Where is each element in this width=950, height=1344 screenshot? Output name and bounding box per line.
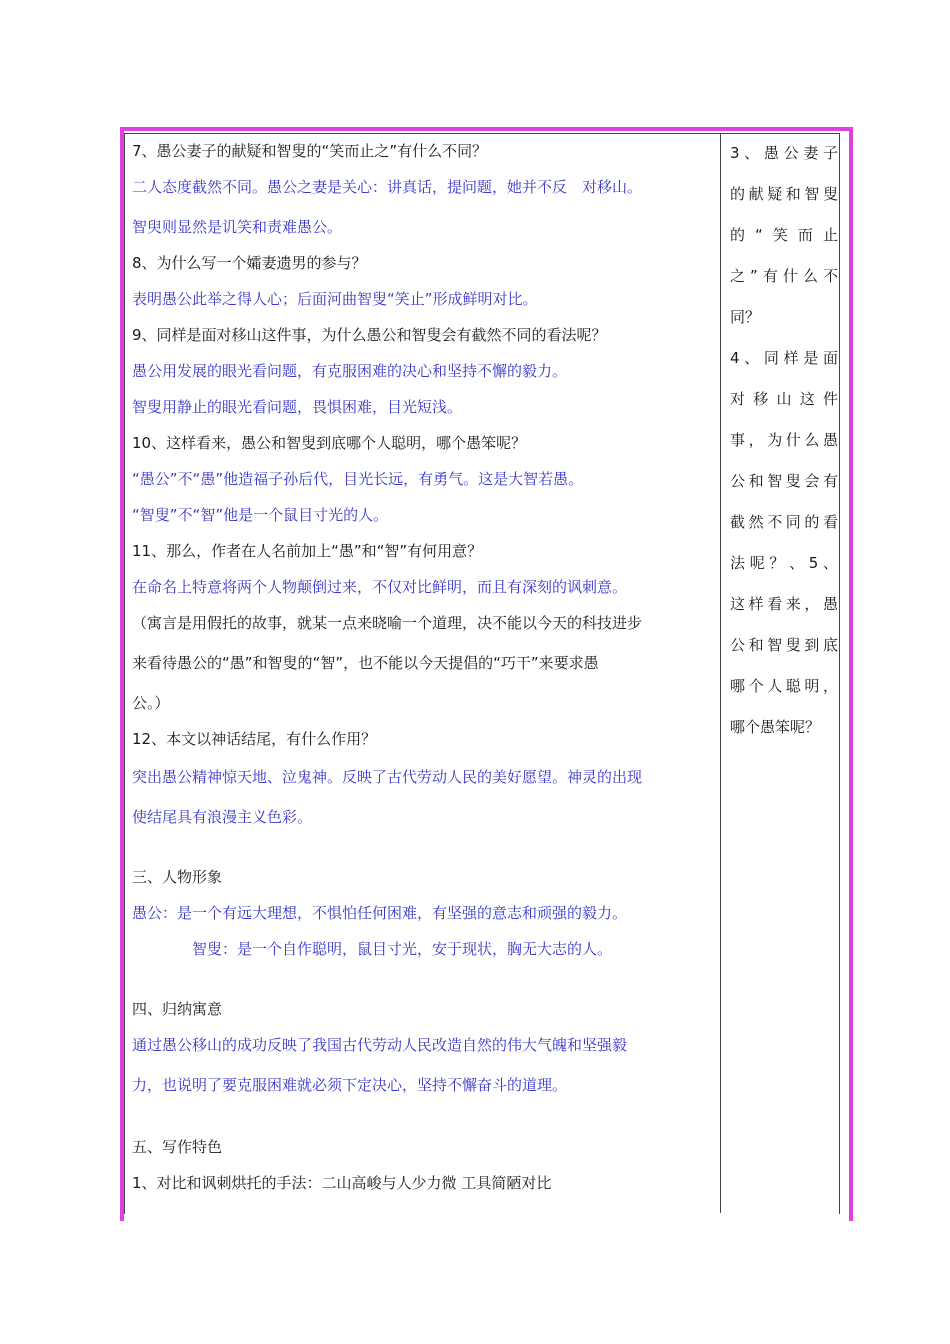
side-line: 这样看来，愚 — [730, 595, 838, 613]
side-line: 事，为什么愚 — [730, 431, 838, 449]
side-line: 4、同样是面 — [730, 349, 838, 367]
main-line: 12、本文以神话结尾，有什么作用？ — [132, 730, 377, 748]
side-line: 的献疑和智叟 — [730, 185, 838, 203]
main-line: “智叟”不“智”他是一个鼠目寸光的人。 — [132, 506, 389, 524]
main-line: 力，也说明了要克服困难就必须下定决心，坚持不懈奋斗的道理。 — [132, 1076, 568, 1094]
main-line: 10、这样看来，愚公和智叟到底哪个人聪明，哪个愚笨呢？ — [132, 434, 527, 452]
main-line: 二人态度截然不同。愚公之妻是关心：讲真话，提问题，她并不反 对移山。 — [132, 178, 643, 196]
main-line: 突出愚公精神惊天地、泣鬼神。反映了古代劳动人民的美好愿望。神灵的出现 — [132, 768, 643, 786]
main-line: 通过愚公移山的成功反映了我国古代劳动人民改造自然的伟大气魄和坚强毅 — [132, 1036, 628, 1054]
side-line: 对移山这件 — [730, 390, 838, 408]
main-line: 1、对比和讽刺烘托的手法：二山高峻与人少力微 工具简陋对比 — [132, 1174, 552, 1192]
main-line: 公。） — [132, 694, 170, 712]
side-line: 之”有什么不 — [730, 267, 838, 285]
main-line: 在命名上特意将两个人物颠倒过来，不仅对比鲜明，而且有深刻的讽刺意。 — [132, 578, 628, 596]
main-line: 智臾则显然是讥笑和责难愚公。 — [132, 218, 343, 236]
side-line: 哪个愚笨呢？ — [730, 718, 821, 736]
main-line: 智叟：是一个自作聪明，鼠目寸光，安于现状，胸无大志的人。 — [132, 940, 613, 958]
main-line: 五、写作特色 — [132, 1138, 223, 1156]
side-line: 的“笑而止 — [730, 226, 838, 244]
side-line: 法呢？、5、 — [730, 554, 838, 572]
main-line: 智叟用静止的眼光看问题，畏惧困难，目光短浅。 — [132, 398, 463, 416]
side-line: 截然不同的看 — [730, 513, 838, 531]
main-line: 9、同样是面对移山这件事，为什么愚公和智叟会有截然不同的看法呢？ — [132, 326, 607, 344]
main-line: 使结尾具有浪漫主义色彩。 — [132, 808, 313, 826]
main-line: “愚公”不“愚”他造福子孙后代，目光长远，有勇气。这是大智若愚。 — [132, 470, 584, 488]
main-line: 愚公：是一个有远大理想，不惧怕任何困难，有坚强的意志和顽强的毅力。 — [132, 904, 628, 922]
side-line: 3、愚公妻子 — [730, 144, 838, 162]
main-line: 8、为什么写一个孀妻遗男的参与？ — [132, 254, 367, 272]
side-line: 同？ — [730, 308, 761, 326]
column-divider — [720, 133, 721, 1213]
side-line: 公和智叟到底 — [730, 636, 838, 654]
side-line: 哪个人聪明， — [730, 677, 838, 695]
side-notes-column — [730, 133, 838, 748]
main-line: 四、归纳寓意 — [132, 1000, 223, 1018]
main-line: 表明愚公此举之得人心；后面河曲智叟“笑止”形成鲜明对比。 — [132, 290, 538, 308]
main-line: （寓言是用假托的故事，就某一点来晓喻一个道理，决不能以今天的科技进步 — [132, 614, 643, 632]
main-line: 愚公用发展的眼光看问题，有克服困难的决心和坚持不懈的毅力。 — [132, 362, 568, 380]
main-line: 11、那么，作者在人名前加上“愚”和“智”有何用意？ — [132, 542, 483, 560]
main-line: 三、人物形象 — [132, 868, 223, 886]
side-line: 公和智叟会有 — [730, 472, 838, 490]
main-line: 来看待愚公的“愚”和智叟的“智”，也不能以今天提倡的“巧干”来要求愚 — [132, 654, 599, 672]
main-line: 7、愚公妻子的献疑和智叟的“笑而止之”有什么不同？ — [132, 142, 488, 160]
